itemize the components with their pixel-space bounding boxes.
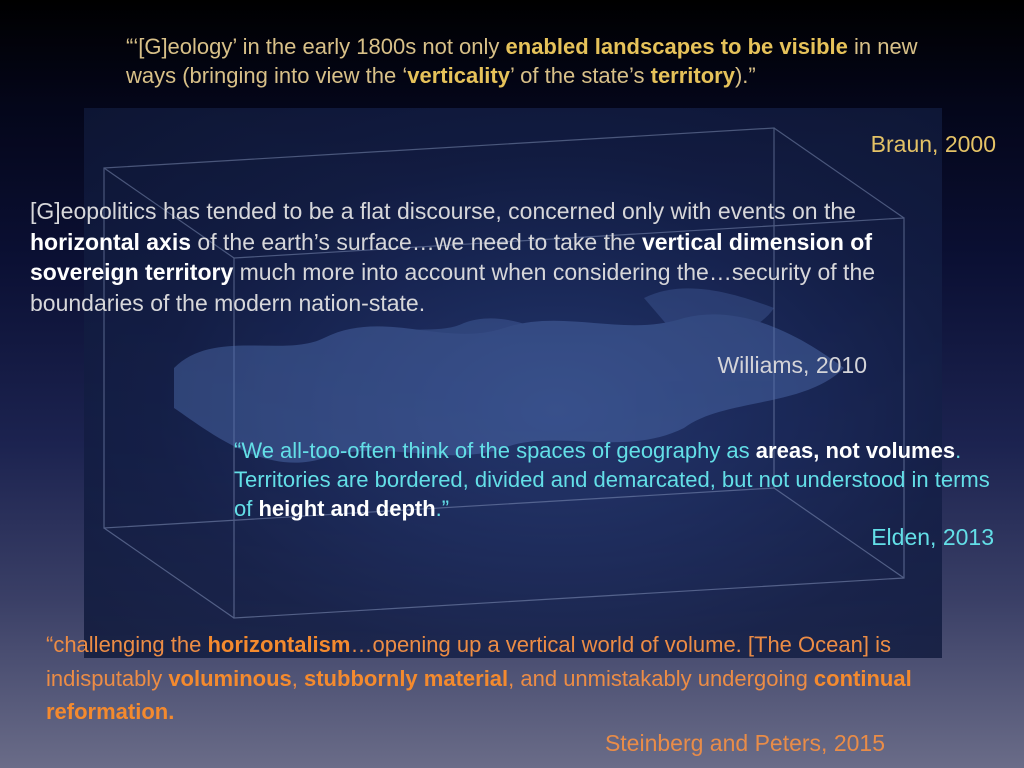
- quote-text-segment: ’ of the state’s: [509, 63, 651, 88]
- quote-braun: [126, 32, 956, 90]
- quote-text-segment: ,: [291, 665, 304, 691]
- wireframe-box-graphic: [84, 108, 942, 658]
- quote-emphasis: vertical dimension of sovereign territory: [30, 228, 879, 285]
- quote-emphasis: height and depth: [258, 496, 436, 521]
- quote-text-segment: [G]eopolitics has tended to be a flat discourse, concerned only with events on the: [30, 198, 863, 224]
- quote-emphasis: voluminous: [168, 665, 292, 691]
- quote-emphasis: territory: [650, 63, 735, 88]
- quote-williams: [30, 196, 890, 318]
- quote-text-segment: of the earth’s surface…we need to take the: [191, 228, 642, 255]
- quote-elden: [234, 436, 1004, 523]
- quote-text-segment: ).”: [734, 63, 756, 88]
- quote-text-segment: . Territories are bordered, divided and demarcated, but not understood in terms of: [234, 438, 996, 521]
- quote-text-segment: “We all-too-often think of the spaces of geography as: [234, 438, 756, 463]
- quote-emphasis: horizontalism: [207, 632, 351, 657]
- quote-text-segment: “‘[G]eology’ in the early 1800s not only: [126, 34, 506, 59]
- quote-emphasis: continual reformation.: [46, 665, 918, 724]
- attribution-steinberg-peters: Steinberg and Peters, 2015: [604, 730, 885, 756]
- quote-emphasis: enabled landscapes to be visible: [505, 34, 848, 59]
- attribution-elden: Elden, 2013: [871, 524, 994, 550]
- quote-text-segment: , and unmistakably undergoing: [508, 665, 814, 691]
- quote-text-segment: .”: [435, 496, 450, 521]
- quote-emphasis: horizontal axis: [30, 228, 192, 255]
- quote-emphasis: areas, not volumes: [755, 438, 956, 463]
- quote-text-segment: …opening up a vertical world of volume. [The Ocean] is indisputably: [46, 632, 898, 691]
- quote-text-segment: “challenging the: [46, 632, 208, 657]
- quote-emphasis: stubbornly material: [304, 665, 509, 691]
- quote-text-segment: in new ways (bringing into view the ‘: [126, 34, 924, 88]
- background-3d-volume-image: [84, 108, 942, 658]
- quote-text-segment: much more into account when considering the…security of the boundaries of the modern nation-state.: [30, 259, 882, 316]
- attribution-braun: Braun, 2000: [870, 131, 996, 157]
- attribution-williams: Williams, 2010: [717, 352, 867, 378]
- quote-steinberg-peters: [46, 628, 946, 729]
- quote-emphasis: verticality: [407, 63, 510, 88]
